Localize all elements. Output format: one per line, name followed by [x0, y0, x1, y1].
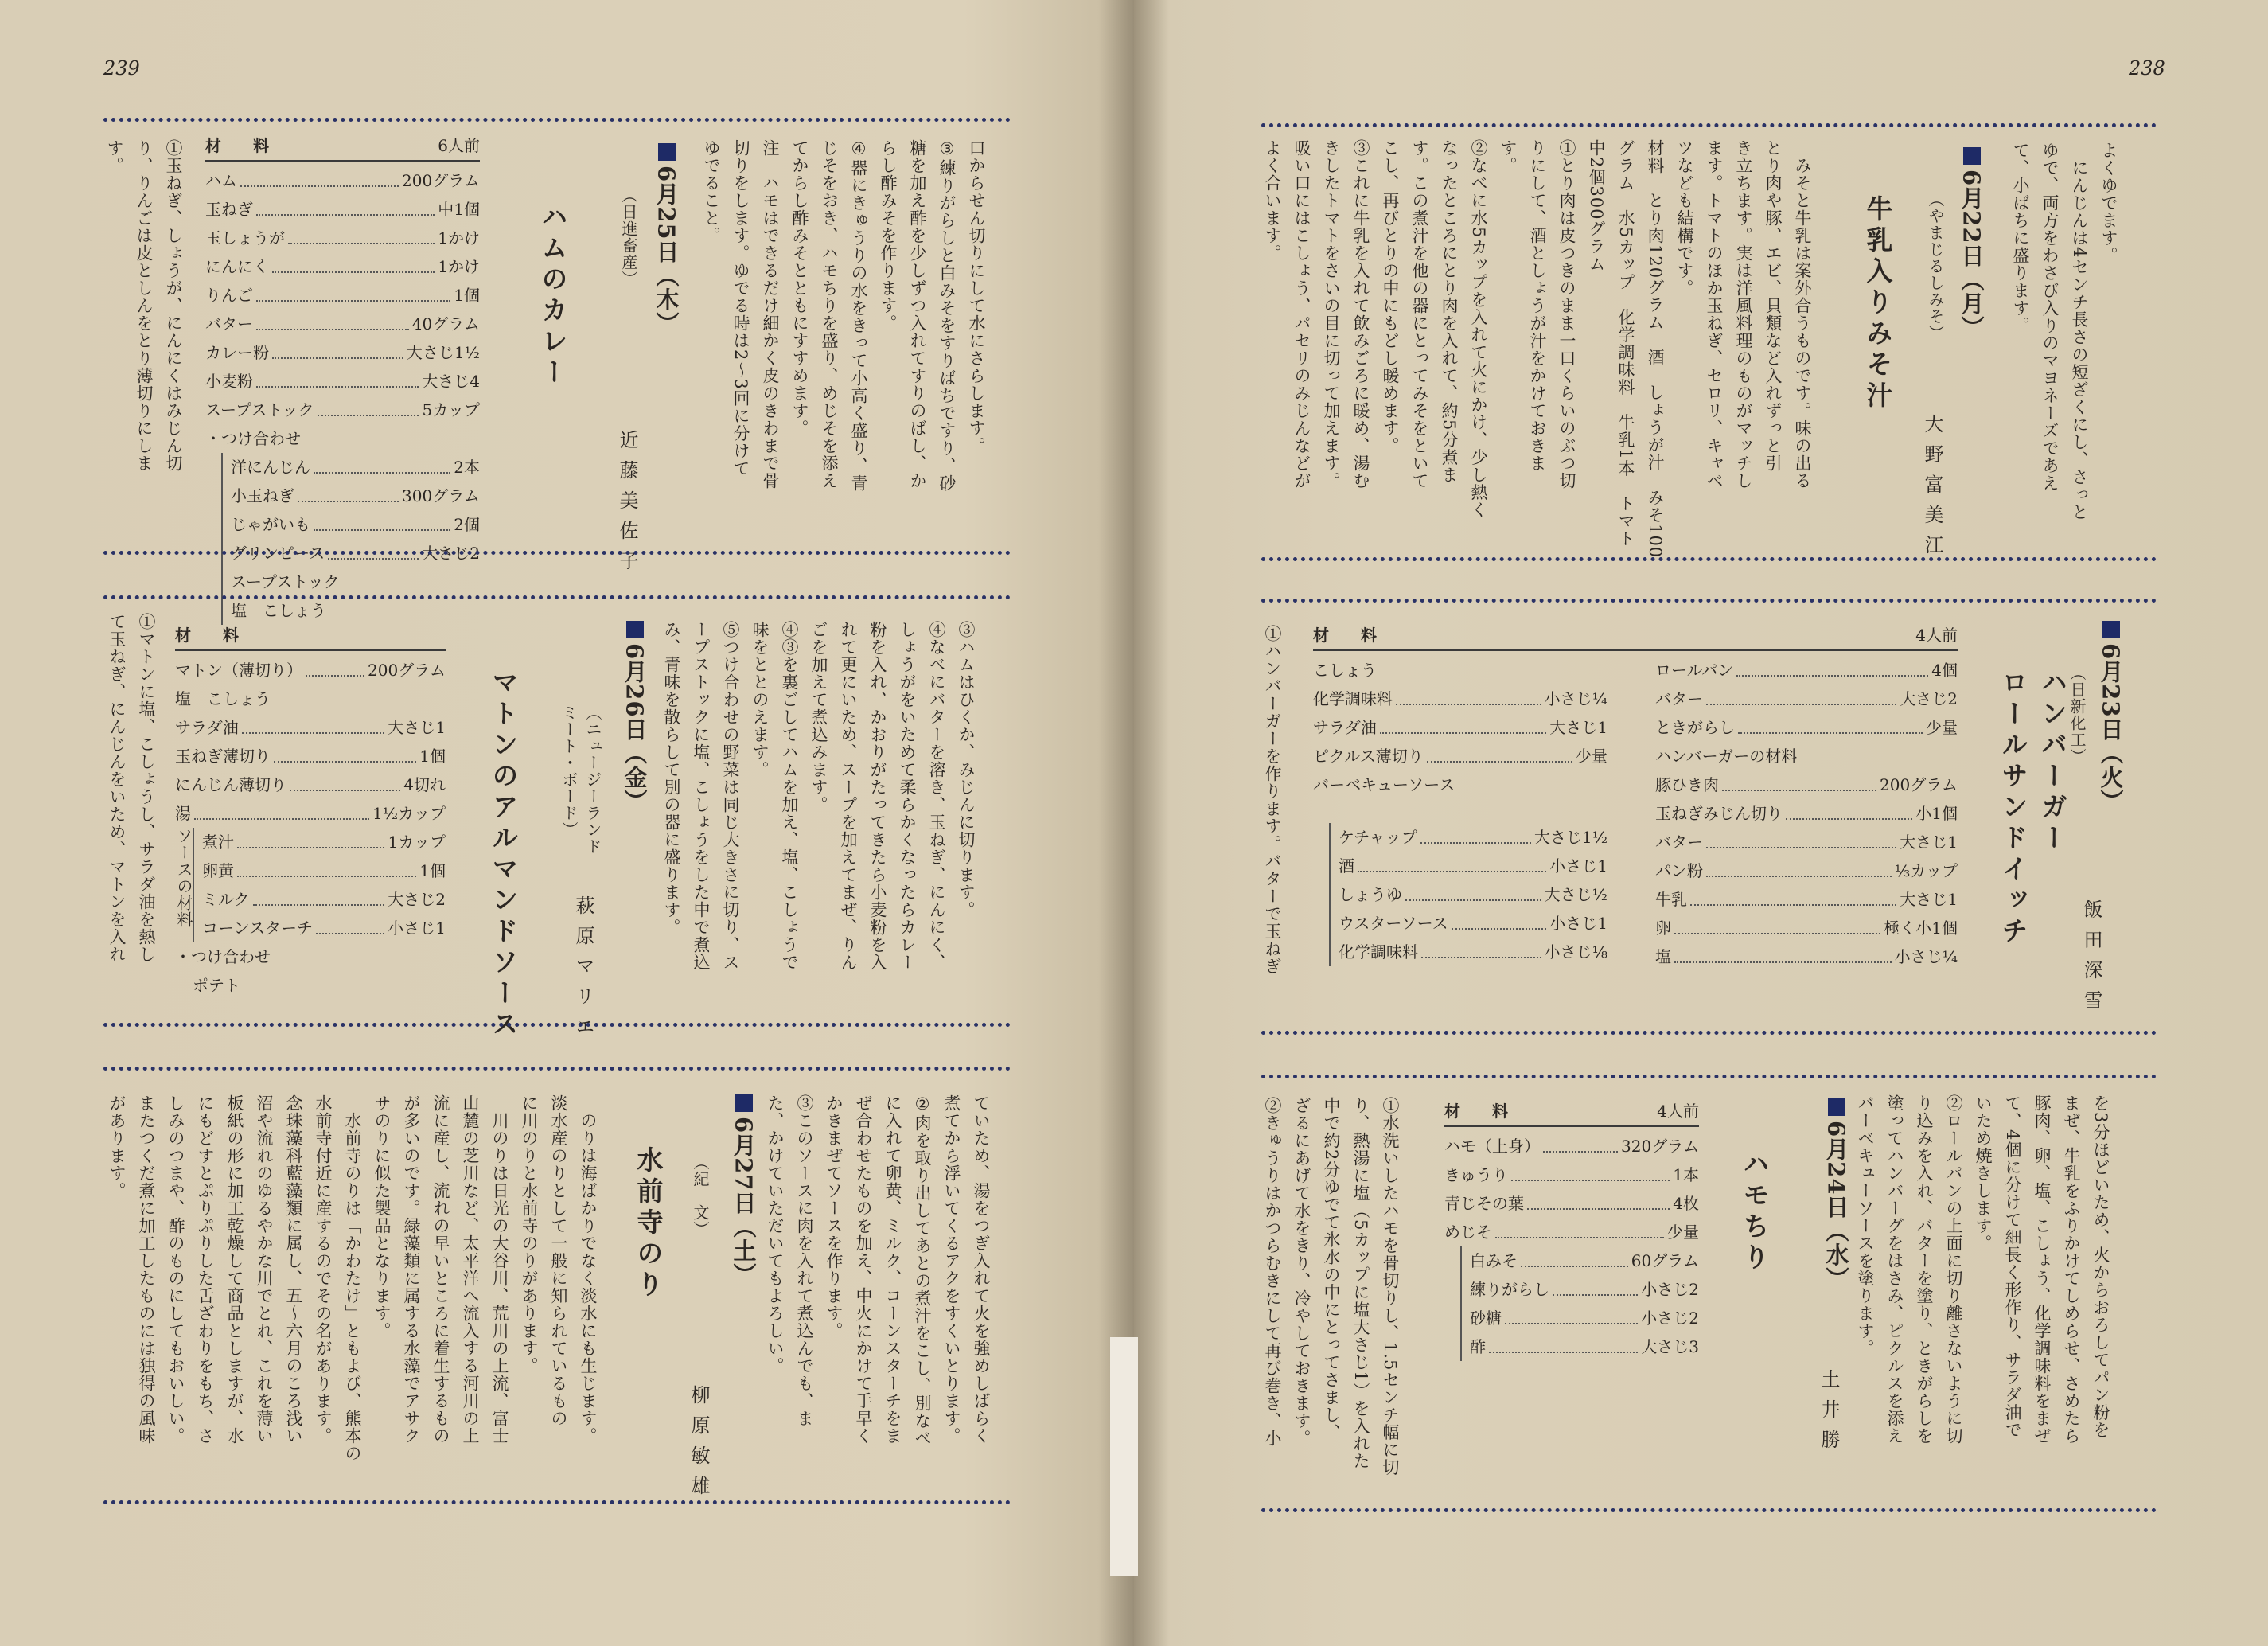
ingredient-row — [1655, 942, 1958, 971]
ingredient-name: 煮汁 — [202, 833, 234, 852]
materials-box — [1313, 621, 1958, 971]
garnish-item: ポテト — [193, 976, 240, 995]
ingredient-qty: 少量 — [1667, 1223, 1699, 1242]
leader-dots — [194, 799, 369, 820]
author-name: 萩原マリエ — [572, 895, 594, 1047]
leader-dots — [1489, 1332, 1638, 1353]
ingredient-qty: 小さじ2 — [1641, 1280, 1699, 1299]
ingredient-row — [1339, 938, 1607, 966]
sauce-group — [175, 828, 446, 942]
author-name: 大野富美江 — [1921, 414, 1943, 565]
leader-dots — [1527, 1189, 1670, 1210]
ingredient-qty: 1個 — [419, 747, 446, 766]
divider — [1261, 557, 2157, 561]
ingredient-row — [175, 656, 446, 685]
leader-dots — [272, 252, 435, 273]
ingredient-row — [1444, 1160, 1699, 1189]
ingredient-row — [1655, 713, 1958, 742]
ingredient-row — [1655, 856, 1958, 885]
divider — [1261, 1075, 2157, 1078]
ingredient-row — [202, 885, 446, 914]
ingredient-name: めじそ — [1444, 1223, 1492, 1242]
ingredient-row — [202, 856, 446, 885]
leader-dots — [1674, 942, 1892, 963]
ingredient-qty: 大さじ1½ — [406, 343, 480, 362]
ingredient-name: 玉ねぎみじん切り — [1655, 804, 1783, 823]
ingredient-name: コーンスターチ — [202, 919, 313, 938]
ingredient-name: きゅうり — [1444, 1165, 1508, 1184]
materials-column-right — [1655, 656, 1958, 971]
leader-dots — [1543, 1132, 1618, 1153]
ingredient-name: 卵 — [1655, 919, 1671, 938]
ingredient-name: 酒 — [1339, 856, 1354, 876]
ingredient-name: バター — [1655, 833, 1703, 852]
page-number-left: 239 — [103, 57, 140, 80]
divider — [103, 595, 1011, 599]
leader-dots — [253, 885, 385, 906]
ingredient-name: 白みそ — [1470, 1251, 1518, 1270]
leader-dots — [256, 310, 409, 330]
sponsor-label: （紀 文） — [691, 1154, 710, 1238]
leader-dots — [298, 482, 399, 502]
materials-header: 材 料 4人前 — [1313, 621, 1958, 651]
ingredient-name: 小玉ねぎ — [231, 486, 294, 505]
ingredient-name: 化学調味料 — [1339, 942, 1418, 961]
ingredient-row — [205, 310, 480, 338]
ingredient-qty: 200グラム — [402, 171, 480, 190]
ingredient-row — [205, 338, 480, 367]
author-name: 土井勝 — [1818, 1369, 1840, 1460]
ingredient-qty: 2本 — [454, 458, 480, 477]
sponsor-label: （やまじるしみそ） — [1926, 191, 1945, 341]
ingredient-name: ケチャップ — [1339, 828, 1417, 847]
ingredient-name: りんご — [205, 286, 253, 305]
ingredient-row — [205, 252, 480, 281]
leader-dots — [328, 539, 419, 560]
ingredient-row — [1444, 1189, 1699, 1218]
leader-dots — [1380, 713, 1546, 734]
leader-dots — [1396, 685, 1541, 705]
ingredient-name: サラダ油 — [1313, 718, 1377, 737]
divider — [1261, 1508, 2157, 1512]
leader-dots — [1405, 880, 1541, 901]
ingredient-name: 酢 — [1470, 1337, 1486, 1356]
ingredient-row — [1470, 1275, 1699, 1304]
continued-text: ③ハムはひくか、みじんに切ります。 ④なべにバターを溶き、玉ねぎ、にんにく、 しょうがをいためて柔らかくなったらカレー 粉を入れ、かおりがたってきたら小麦粉を入 れて更にいため、スープを加えてまぜ、りん ごを加えて煮込みます。 ④③を裏ごしてハムを加え、塩、こしょうで 味をととのえます。 ⑤つけ合わせの野菜は同じ大きさに切り、ス ープストックに塩、こしょうをした中で煮込 み、青味を散らして別の器に盛ります。 — [662, 621, 976, 971]
author-name: 柳原敏雄 — [688, 1385, 710, 1506]
ingredient-row — [175, 799, 446, 828]
ingredient-row — [1339, 852, 1607, 880]
ingredient-row — [231, 510, 480, 539]
ingredient-qty: 2個 — [454, 515, 480, 534]
ingredient-qty: 少量 — [1926, 718, 1958, 737]
ingredient-qty: 小さじ1 — [1549, 914, 1607, 933]
ingredient-name: にんじん薄切り — [175, 775, 286, 794]
ingredient-name: 玉しょうが — [205, 228, 285, 248]
materials-header: 材 料 — [175, 621, 446, 651]
continued-text: 口からせん切りにして水にさらします。 ③練りがらしと白みそをすりばちですり、砂 糖を加え酢を少しずつ入れてすりのばし、か らし酢みそを作ります。 ④器にきゅうりの水をきって小高く盛り、青 じそをおき、ハモちりを盛り、めじそを添え てからし酢みそとともにすすめます。 注 ハモはできるだけ細かく皮のきわまで骨 切りをします。ゆでる時は2～3回に分けて ゆでること。 — [702, 139, 986, 492]
ingredient-qty: 4個 — [1931, 661, 1958, 680]
ingredient-qty: 大さじ2 — [388, 890, 446, 909]
leader-dots — [1706, 685, 1896, 705]
ingredient-name: ロールパン — [1655, 661, 1734, 680]
ingredient-row — [1313, 713, 1607, 742]
ingredient-qty: 小さじ1 — [388, 919, 446, 938]
step-text: ①玉ねぎ、しょうが、にんにくはみじん切 り、りんごは皮としんをとり薄切りにしま す。 — [105, 139, 183, 472]
leader-dots — [240, 166, 399, 187]
ingredient-qty: 大さじ4 — [422, 372, 480, 391]
leader-dots — [256, 195, 435, 216]
ingredient-qty: 4切れ — [403, 775, 446, 794]
ingredient-qty: 小1個 — [1915, 804, 1958, 823]
ingredient-qty: 大さじ1 — [1900, 890, 1958, 909]
leader-dots — [1505, 1304, 1638, 1324]
article-body: のりは海ばかりでなく淡水にも生じます。 淡水産のりとして一般に知られているもの に川のりと水前寺のりがあります。 川のりは日光の大谷川、荒川の上流、富士 山麓の芝川など、太平洋へ流入する河川の上 流に産し、流れの早いところに着生するもの が多いのです。緑藻類に属する水藻でアサク サのりに似た製品となります。 水前寺のりは「かわたけ」ともよび、熊本の 水前寺付近に産するのでその名があります。 念珠藻科藍藻類に属し、五～六月のころ浅い 沼や流れのゆるやかな川でとれ、これを薄い 板紙の形に加工乾燥して商品としますが、水 にもどすとぷりぷりした舌ざわりをもち、さ しみのつまや、酢のものにしてもおいしい。 またつくだ煮に加工したものには独得の風味 があります。 — [107, 1094, 598, 1462]
ingredient-qty: 4枚 — [1673, 1194, 1699, 1213]
sponsor-label: （日新化工） — [2067, 665, 2087, 765]
ingredient-name: 玉ねぎ — [205, 200, 253, 219]
leader-dots — [1690, 885, 1896, 906]
ingredient-qty: 大さじ1 — [388, 718, 446, 737]
ingredient-name: ミルク — [202, 890, 250, 909]
binding-tape — [1110, 1337, 1138, 1576]
garnish-label: ・つけ合わせ — [205, 429, 301, 448]
ingredient-row — [1655, 914, 1958, 942]
ingredient-qty: 1かけ — [438, 257, 480, 276]
ingredient-qty: 大さじ2 — [1900, 689, 1958, 708]
ingredient-qty: 1個 — [419, 861, 446, 880]
ingredient-row — [231, 482, 480, 510]
divider — [1261, 123, 2157, 127]
leader-dots — [1722, 770, 1876, 791]
leader-dots — [1674, 914, 1880, 934]
leader-dots — [1420, 823, 1531, 844]
ingredient-qty: 1½カップ — [372, 804, 446, 823]
ingredient-row — [1339, 909, 1607, 938]
leader-dots — [316, 914, 384, 934]
author-name: 飯田深雪 — [2080, 899, 2102, 1020]
leader-dots — [1736, 656, 1928, 677]
ingredient-qty: 5カップ — [422, 400, 480, 419]
ingredient-row — [175, 770, 446, 799]
ingredient-name: こしょう — [1313, 661, 1377, 680]
ingredient-name: 塩 こしょう — [175, 689, 271, 708]
recipe-date: 6月23日（火） — [2093, 621, 2128, 820]
materials-header: 材 料 4人前 — [1444, 1097, 1699, 1127]
divider — [103, 551, 1011, 555]
ingredient-row — [1655, 828, 1958, 856]
ingredient-row — [1470, 1246, 1699, 1275]
recipe-date: 6月22日（月） — [1954, 147, 1989, 346]
leader-dots — [274, 742, 416, 763]
leader-dots — [1452, 909, 1547, 930]
leader-dots — [288, 224, 435, 244]
ingredient-row — [1470, 1332, 1699, 1361]
ingredient-name: 塩 こしょう — [231, 601, 326, 620]
leader-dots — [1521, 1246, 1628, 1267]
ingredient-name: スープストック — [231, 572, 340, 591]
leader-dots — [256, 281, 450, 302]
leader-dots — [306, 656, 364, 677]
right-page — [1134, 0, 2268, 1646]
materials-header: 材 料 6人前 — [205, 131, 480, 162]
ingredient-name: ウスターソース — [1339, 914, 1448, 933]
ingredient-row — [1655, 799, 1958, 828]
ingredient-row — [175, 742, 446, 770]
ingredient-row — [202, 828, 446, 856]
ingredient-row — [205, 281, 480, 310]
ingredient-name: スープストック — [205, 400, 314, 419]
ingredient-name: 砂糖 — [1470, 1309, 1502, 1328]
ingredient-row — [205, 224, 480, 252]
continued-text: よくゆでます。 にんじんは4センチ長さの短ざくにし、さっと ゆで、両方をわさび入りのマヨネーズであえ て、小ばちに盛ります。 — [2011, 142, 2118, 521]
step-text: ①水洗いしたハモを骨切りし、1.5センチ幅に切 り、熱湯に塩（5カップに塩大さじ1）を入れた 中で約2分ゆでて氷水の中にとってさまし、 ざるにあげて水をきり、冷やしておきます。 ②きゅうりはかつらむきにして再び巻き、小 — [1263, 1097, 1400, 1476]
ingredient-name: 湯 — [175, 804, 191, 823]
ingredient-row — [231, 453, 480, 482]
ingredient-qty: 小さじ1 — [1549, 856, 1607, 876]
sauce-label: ソースの材料 — [174, 828, 193, 928]
ingredient-row — [1313, 656, 1607, 685]
leader-dots — [1738, 713, 1923, 734]
recipe-title: ハムのカレー — [537, 203, 569, 389]
ingredient-row — [1313, 685, 1607, 713]
ingredient-qty: 極く小1個 — [1884, 919, 1958, 938]
step-text: ①マトンに塩、こしょうし、サラダ油を熱し て玉ねぎ、にんじんをいため、マトンを入れ — [107, 613, 156, 963]
page-number-right: 238 — [2129, 57, 2165, 80]
leader-dots — [1786, 799, 1912, 820]
ingredient-name: じゃがいも — [231, 515, 310, 534]
ingredient-row — [1655, 685, 1958, 713]
ingredient-name: 豚ひき肉 — [1655, 775, 1719, 794]
ingredient-qty: 大さじ1½ — [1533, 828, 1607, 847]
ingredient-row — [1444, 1132, 1699, 1160]
leader-dots — [1495, 1218, 1664, 1238]
continued-text: を3分ほどいため、火からおろしてパン粉を まぜ、牛乳をふりかけてしめらせ、さめたら 豚肉、卵、塩、こしょう、化学調味料をまぜ て、4個に分けて細長く形作り、サラダ油で いため焼きします。 ②ロールパンの上面に切り離さないように切 り込みを入れ、バターを塗り、ときがらしを 塗ってハンバーグをはさみ、ピクルスを添え バーベキューソースを塗ります。 — [1856, 1094, 2110, 1445]
recipe-date: 6月27日（土） — [726, 1094, 761, 1293]
ingredient-qty: 大さじ2 — [422, 544, 480, 563]
recipe-title: 牛乳入りみそ汁 — [1862, 195, 1894, 412]
ingredient-qty: 小さじ¼ — [1544, 689, 1607, 708]
recipe-date: 6月25日（木） — [649, 143, 684, 478]
leader-dots — [1421, 938, 1541, 958]
ingredient-name: カレー粉 — [205, 343, 269, 362]
ingredient-row — [202, 914, 446, 942]
ingredient-row — [1339, 823, 1607, 852]
ingredient-row — [1444, 1218, 1699, 1246]
ingredient-row — [1655, 885, 1958, 914]
leader-dots — [237, 828, 384, 848]
ingredient-row — [1339, 880, 1607, 909]
recipe-date: 6月24日（水） — [1818, 1098, 1853, 1297]
ingredient-row — [205, 166, 480, 195]
ingredient-qty: 200グラム — [1880, 775, 1958, 794]
ingredient-row — [1470, 1304, 1699, 1332]
ingredient-name: グリンピース — [231, 544, 325, 563]
ingredient-row — [205, 367, 480, 396]
leader-dots — [314, 453, 450, 474]
continued-text: ていため、湯をつぎ入れて火を強めしばらく 煮てから浮いてくるアクをすくいとります。 ②肉を取り出してあとの煮汁をこし、別なべ に入れて卵黄、ミルク、コーンスターチをま ぜ合わせたものを加え、中火にかけて手早く かきまぜてソースを作ります。 ③このソースに肉を入れて煮込んでも、ま た、かけていただいてもよろしい。 — [766, 1094, 991, 1447]
divider — [1261, 1031, 2157, 1035]
ingredient-row — [175, 713, 446, 742]
ingredient-name: にんにく — [205, 257, 269, 276]
sponsor-label: （日進畜産） — [619, 187, 638, 287]
ingredient-name: しょうゆ — [1339, 885, 1402, 904]
ingredient-row — [205, 195, 480, 224]
leader-dots — [1427, 742, 1572, 763]
ingredient-name: 塩 — [1655, 947, 1671, 966]
ingredient-qty: 1かけ — [438, 228, 480, 248]
leader-dots — [256, 367, 419, 388]
ingredient-name: マトン（薄切り） — [175, 661, 302, 680]
ingredient-qty: 1本 — [1673, 1165, 1699, 1184]
ingredient-qty: 小さじ2 — [1641, 1309, 1699, 1328]
ingredient-name: バーベキューソース — [1313, 775, 1455, 794]
ingredient-qty: 200グラム — [368, 661, 446, 680]
ingredient-name: 化学調味料 — [1313, 689, 1393, 708]
divider — [103, 1067, 1011, 1071]
ingredient-qty: 1カップ — [388, 833, 446, 852]
leader-dots — [290, 770, 400, 791]
ingredient-name: ピクルス薄切り — [1313, 747, 1424, 766]
step-text: ①ハンバーガーを作ります。バターで玉ねぎ — [1263, 625, 1282, 975]
sponsor-label: （ニュージーランド ミート・ボード） — [559, 704, 602, 855]
recipe-title: マトンのアルマンドソース — [488, 669, 520, 1041]
ingredient-row — [205, 396, 480, 424]
ingredient-name: 牛乳 — [1655, 890, 1687, 909]
ingredient-name: 卵黄 — [202, 861, 234, 880]
ingredient-qty: 320グラム — [1621, 1137, 1699, 1156]
garnish-label: ・つけ合わせ — [175, 947, 271, 966]
ingredient-name: 洋にんじん — [231, 458, 310, 477]
ingredient-name: 青じその葉 — [1444, 1194, 1524, 1213]
leader-dots — [272, 338, 403, 359]
leader-dots — [1706, 828, 1896, 848]
ingredient-qty: 中1個 — [438, 200, 480, 219]
ingredient-name: バター — [1655, 689, 1703, 708]
ingredient-qty: 大さじ3 — [1641, 1337, 1699, 1356]
recipe-title: ハモちり — [1739, 1150, 1771, 1274]
ingredient-name: ハモ（上身） — [1444, 1137, 1540, 1156]
leader-dots — [1553, 1275, 1638, 1296]
ingredient-row — [1313, 770, 1607, 799]
leader-dots — [318, 396, 419, 416]
leader-dots — [314, 510, 450, 531]
ingredient-qty: 大さじ½ — [1544, 885, 1607, 904]
leader-dots — [1511, 1160, 1670, 1181]
ingredient-name: バター — [205, 314, 253, 333]
sub-label: ハンバーガーの材料 — [1655, 747, 1798, 766]
ingredient-qty: 大さじ1 — [1900, 833, 1958, 852]
divider — [1261, 599, 2157, 603]
ingredient-name: 練りがらし — [1470, 1280, 1549, 1299]
recipe-title: ハンバーガー ロールサンドイッチ — [1997, 669, 2068, 948]
ingredient-name: 玉ねぎ薄切り — [175, 747, 271, 766]
ingredient-qty: 小さじ¼ — [1894, 947, 1958, 966]
materials-box — [1444, 1097, 1699, 1361]
author-name: 近藤美佐子 — [616, 430, 638, 581]
ingredient-qty: 60グラム — [1631, 1251, 1699, 1270]
recipe-title: 水前寺のり — [633, 1146, 664, 1301]
ingredient-row — [1313, 742, 1607, 770]
ingredient-row — [231, 568, 480, 596]
leader-dots — [237, 856, 416, 877]
ingredient-row — [175, 685, 446, 713]
leader-dots — [1358, 852, 1546, 872]
ingredient-row — [1655, 770, 1958, 799]
divider — [103, 1500, 1011, 1504]
article-body: みそと牛乳は案外合うものです。味の出る とり肉や豚、エビ、貝類など入れずっと引 き立ちます。実は洋風料理のものがマッチし ます。トマトのほか玉ねぎ、セロリ、キャベ ツなども結構です。 材料 とり肉120グラム 酒 しょうが汁 みそ100 グラム 水5カップ 化学調味料 牛乳1本 トマト 中2個300グラム ①とり肉は皮つきのまま一口くらいのぶつ切 りにして、酒としょうが汁をかけておきま す。 ②なべに水5カップを入れて火にかけ、少し熱く なったところにとり肉を入れて、約5分煮ま す。この煮汁を他の器にとってみそをといて こし、再びとりの中にもどし暖めます。 ③これに牛乳を入れて飲みごろに暖め、湯む きしたトマトをさいの目に切って加えます。 吸い口にはこしょう、パセリのみじんなどが よく合います。 — [1263, 139, 1812, 559]
ingredient-name: 小麦粉 — [205, 372, 253, 391]
ingredient-qty: 40グラム — [411, 314, 480, 333]
divider — [103, 1023, 1011, 1027]
materials-column-left — [1313, 656, 1607, 971]
ingredient-qty: 大さじ1 — [1549, 718, 1607, 737]
ingredient-name: ときがらし — [1655, 718, 1735, 737]
materials-box — [175, 621, 446, 1000]
ingredient-qty: 300グラム — [402, 486, 480, 505]
leader-dots — [1706, 856, 1892, 877]
ingredient-qty: 1個 — [454, 286, 480, 305]
leader-dots — [242, 713, 384, 734]
divider — [103, 118, 1011, 122]
recipe-date: 6月26日（金） — [617, 621, 652, 820]
ingredient-row — [1655, 656, 1958, 685]
ingredient-qty: 少量 — [1576, 747, 1607, 766]
ingredient-qty: ⅓カップ — [1894, 861, 1958, 880]
ingredient-name: サラダ油 — [175, 718, 239, 737]
ingredient-qty: 小さじ⅛ — [1544, 942, 1607, 961]
ingredient-name: ハム — [205, 171, 237, 190]
ingredient-name: パン粉 — [1655, 861, 1703, 880]
